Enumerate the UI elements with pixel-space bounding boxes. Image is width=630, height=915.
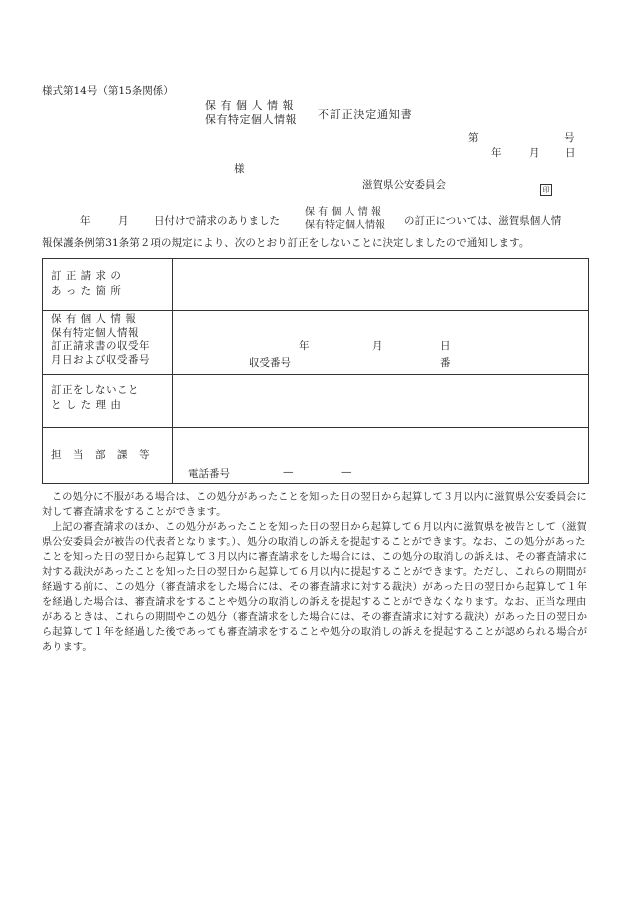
title-line-2: 保有特定個人情報 [205,113,297,126]
row1-label-line2: あ っ た 箇 所 [51,285,122,297]
row4-value [173,428,589,484]
intro-line-2: 報保護条例第31条第２項の規定により、次のとおり訂正をしないことに決定しましたので通知します。 [42,237,530,249]
row2-day: 日 [440,340,451,352]
row1-label-line1: 訂 正 請 求 の [51,270,122,282]
title-brace [205,99,297,127]
intro-info-brace [305,206,385,232]
intro-month: 月 [118,215,129,227]
note-paragraph-1: この処分に不服がある場合は、この処分があったことを知った日の翌日から起算して３月以内に滋賀県公安委員会に対して審査請求をすることができます。 [42,492,587,518]
row-receipt [43,311,589,375]
phone-label: 電話番号 [188,468,230,480]
row1-label [43,259,173,311]
intro-year: 年 [80,215,91,227]
row4-label [43,428,173,484]
note-paragraph-2: 上記の審査請求のほか、この処分があったことを知った日の翌日から起算して６月以内に滋賀県を被告として（滋賀県公安委員会が被告の代表者となります。）、処分の取消しの訴えを提起することができます。なお、この処分があったことを知った日の翌日から起算して３月以内に審査請求をした場合には、この処分の取消しの訴えは、その審査請求に対する裁決があったことを知った日の翌日から起算して６月以内に提起することができます。ただし、これらの期間が経過する前に、この処分（審査請求をした場合には、その審査請求に対する裁決）があった日の翌日から起算して１年を経過した場合は、審査請求をすることや処分の取消しの訴えを提起することができなくなります。なお、正当な理由があるときは、これらの期間やこの処分（審査請求をした場合には、その審査請求に対する裁決）があった日の翌日から起算して１年を経過した後であっても審査請求をすることや処分の取消しの訴えを提起することが認められる場合があります。 [42,522,588,653]
intro-info-line-2: 保有特定個人情報 [305,220,385,231]
row3-label-line2: と し た 理 由 [51,399,122,411]
row2-label-line2: 保有特定個人情報 [51,326,139,339]
date-year: 年 [491,147,502,159]
addressee-suffix: 様 [234,163,245,175]
row2-receipt-label: 収受番号 [249,357,291,369]
notes-section [42,490,591,655]
row3-label [43,375,173,428]
intro-text-after: の訂正については、滋賀県個人情 [404,215,562,227]
row3-label-line1: 訂正をしないこと [51,384,139,396]
phone-dash-2: — [341,466,352,478]
row2-year: 年 [299,340,310,352]
row4-label-line1: 担 当 部 課 等 [51,449,150,461]
row-department [43,428,589,484]
date-month: 月 [529,147,540,159]
row3-value [173,375,589,428]
row1-value [173,259,589,311]
seal-mark [540,177,552,196]
intro-info-line-1: 保 有 個 人 情 報 [305,207,381,218]
row-correction-location [43,259,589,311]
form-number: 様式第14号（第15条関係） [42,85,174,97]
row2-label-line4: 月日および収受番号 [51,353,150,366]
doc-no-prefix: 第 [468,132,479,144]
row-reason [43,375,589,428]
page-title: 不訂正決定通知書 [318,108,413,121]
decision-table [42,258,589,484]
phone-dash-1: — [283,466,294,478]
doc-no-suffix: 号 [564,132,575,144]
row2-label [43,311,173,375]
date-day: 日 [565,147,576,159]
issuer-name: 滋賀県公安委員会 [362,179,446,191]
seal-icon: 印 [540,184,552,196]
title-line-1: 保 有 個 人 情 報 [205,99,294,112]
row2-value [173,311,589,375]
row2-month: 月 [372,340,383,352]
intro-date-suffix: 日付けで請求のありました [154,215,280,227]
row2-receipt-suffix: 番 [440,357,451,369]
row2-label-line1: 保 有 個 人 情 報 [51,313,137,325]
row2-label-line3: 訂正請求書の収受年 [51,340,150,352]
